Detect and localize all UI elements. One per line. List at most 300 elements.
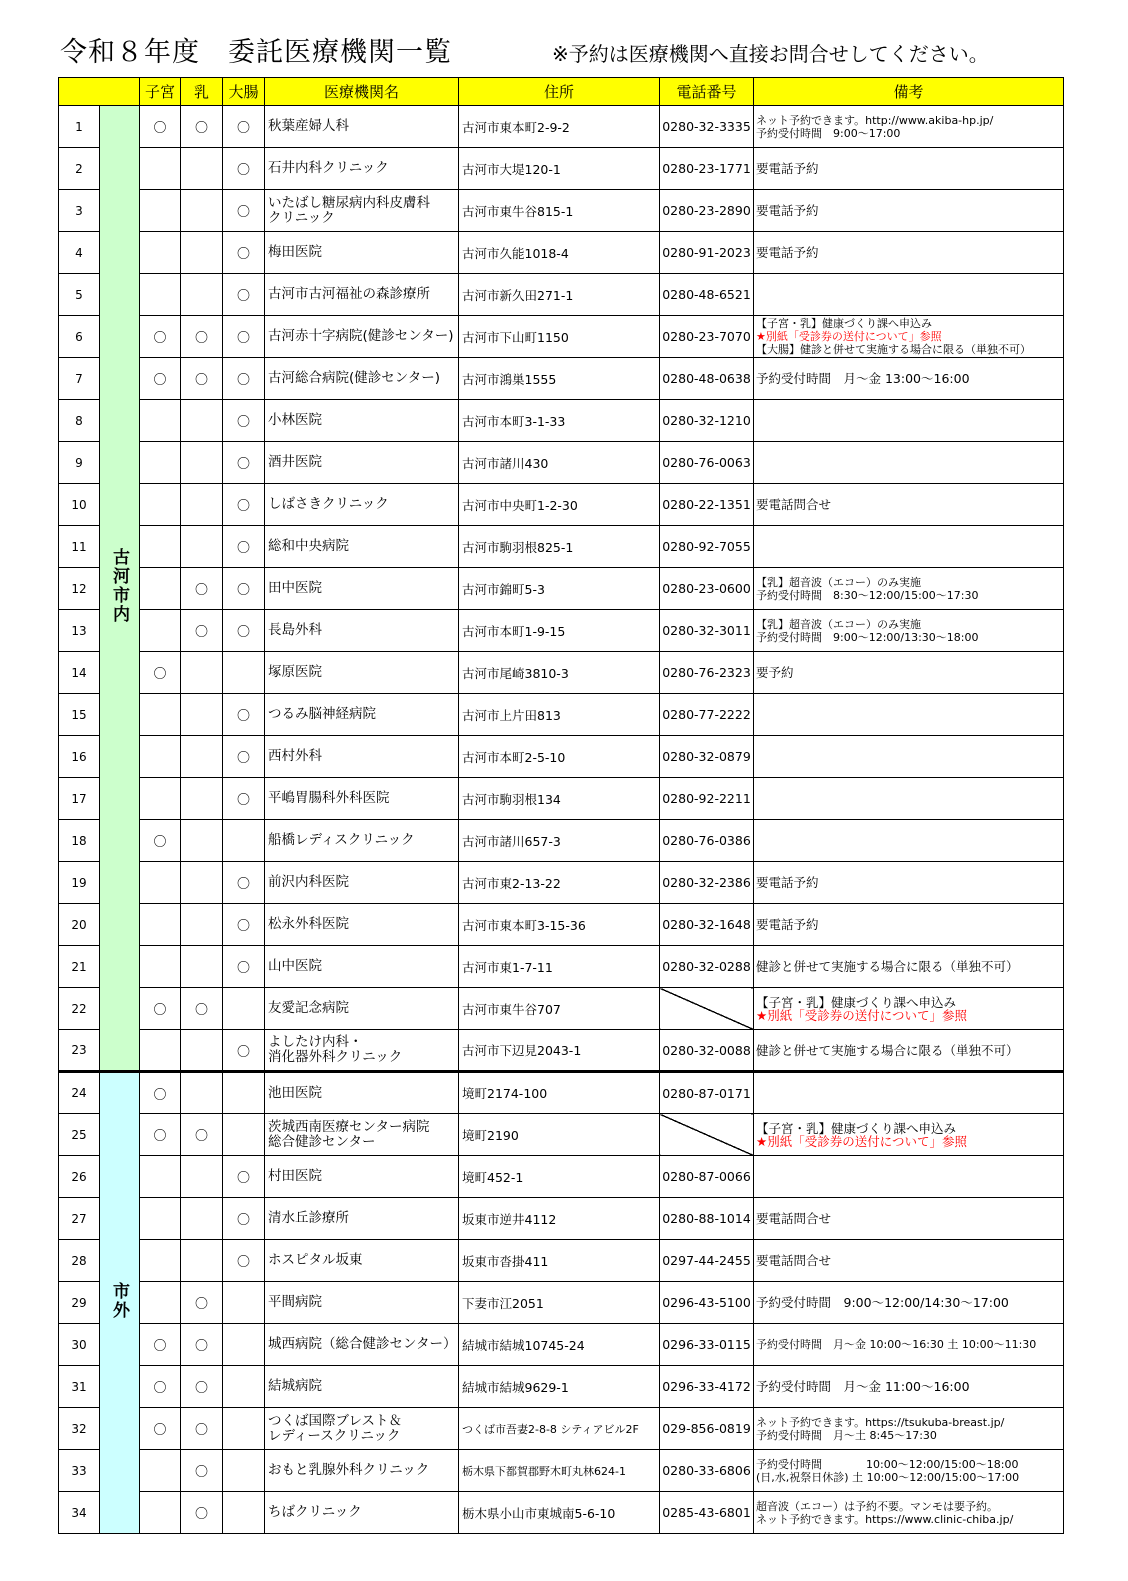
row-number: 32 [59, 1408, 100, 1450]
circle-mark-icon: 〇 [236, 541, 250, 556]
mark-breast [181, 904, 223, 946]
mark-colon [223, 358, 265, 400]
header-remarks: 備考 [754, 78, 1064, 106]
row-number: 16 [59, 736, 100, 778]
institution-name [265, 400, 459, 442]
mark-uterus [140, 1366, 181, 1408]
mark-colon [223, 1450, 265, 1492]
circle-mark-icon: 〇 [194, 1297, 208, 1312]
mark-colon [223, 190, 265, 232]
mark-uterus [140, 820, 181, 862]
remarks-cell [754, 358, 1064, 400]
mark-uterus [140, 232, 181, 274]
institution-address: 古河市東牛谷707 [459, 988, 660, 1030]
institution-name [265, 274, 459, 316]
circle-mark-icon: 〇 [236, 331, 250, 346]
phone-number: 0280-23-2890 [660, 190, 754, 232]
phone-number: 0280-76-2323 [660, 652, 754, 694]
remark-line: 要電話予約 [756, 875, 819, 890]
mark-breast [181, 1114, 223, 1156]
remarks-cell [754, 610, 1064, 652]
mark-colon [223, 232, 265, 274]
mark-colon [223, 736, 265, 778]
remark-line: 【乳】超音波（エコー）のみ実施 [756, 575, 921, 589]
remarks-cell [754, 190, 1064, 232]
mark-breast [181, 1030, 223, 1072]
institution-name-line: 山中医院 [268, 958, 322, 974]
mark-breast [181, 1198, 223, 1240]
circle-mark-icon: 〇 [194, 583, 208, 598]
table-row [59, 1366, 1064, 1408]
institution-name [265, 442, 459, 484]
mark-colon [223, 1072, 265, 1114]
institution-address: 古河市大堤120-1 [459, 148, 660, 190]
institution-table [58, 77, 1064, 1534]
institution-name [265, 1408, 459, 1450]
mark-uterus [140, 568, 181, 610]
institution-address: 古河市新久田271-1 [459, 274, 660, 316]
circle-mark-icon: 〇 [236, 751, 250, 766]
row-number: 9 [59, 442, 100, 484]
remarks-cell [754, 1030, 1064, 1072]
institution-name [265, 652, 459, 694]
remark-line: 要電話問合せ [756, 1253, 832, 1268]
table-row [59, 862, 1064, 904]
mark-breast [181, 988, 223, 1030]
circle-mark-icon: 〇 [236, 499, 250, 514]
institution-name-line: 池田医院 [268, 1084, 322, 1101]
mark-uterus [140, 1450, 181, 1492]
institution-name [265, 694, 459, 736]
remarks-cell [754, 1408, 1064, 1450]
table-row [59, 820, 1064, 862]
mark-uterus [140, 1114, 181, 1156]
remarks-cell [754, 274, 1064, 316]
institution-name [265, 1324, 459, 1366]
institution-name [265, 358, 459, 400]
table-row [59, 946, 1064, 988]
remark-line: ネット予約できます。https://tsukuba-breast.jp/ [756, 1415, 1005, 1429]
institution-name-line: ちばクリニック [268, 1504, 362, 1520]
mark-uterus [140, 106, 181, 148]
phone-number: 0280-76-0386 [660, 820, 754, 862]
circle-mark-icon: 〇 [236, 1213, 250, 1228]
table-row [59, 106, 1064, 148]
mark-breast [181, 358, 223, 400]
mark-colon [223, 1114, 265, 1156]
remarks-cell [754, 484, 1064, 526]
institution-address: 古河市東牛谷815-1 [459, 190, 660, 232]
institution-address: 古河市本町2-5-10 [459, 736, 660, 778]
circle-mark-icon: 〇 [236, 289, 250, 304]
institution-name [265, 1156, 459, 1198]
institution-name-line: 城西病院（総合健診センター） [268, 1336, 457, 1352]
remark-line: 予約受付時間 8:30～12:00/15:00～17:30 [756, 588, 979, 602]
remark-line: 【子宮・乳】健康づくり課へ申込み [756, 994, 957, 1010]
remark-line: 予約受付時間 9:00～12:00/14:30～17:00 [756, 1295, 1009, 1310]
row-number: 25 [59, 1114, 100, 1156]
mark-uterus [140, 316, 181, 358]
mark-breast [181, 1156, 223, 1198]
circle-mark-icon: 〇 [236, 919, 250, 934]
remark-line: 予約受付時間 月～金 11:00～16:00 [756, 1379, 970, 1394]
circle-mark-icon: 〇 [153, 835, 167, 850]
mark-colon [223, 610, 265, 652]
institution-address: 古河市東本町2-9-2 [459, 106, 660, 148]
table-row [59, 358, 1064, 400]
remarks-cell [754, 778, 1064, 820]
institution-name [265, 1072, 459, 1114]
mark-breast [181, 568, 223, 610]
institution-name [265, 610, 459, 652]
circle-mark-icon: 〇 [153, 1339, 167, 1354]
row-number: 20 [59, 904, 100, 946]
institution-name-line: 秋葉産婦人科 [268, 118, 349, 134]
mark-breast [181, 736, 223, 778]
mark-breast [181, 652, 223, 694]
institution-address: 古河市錦町5-3 [459, 568, 660, 610]
remarks-cell [754, 694, 1064, 736]
mark-breast [181, 1450, 223, 1492]
mark-uterus [140, 904, 181, 946]
mark-uterus [140, 652, 181, 694]
circle-mark-icon: 〇 [236, 877, 250, 892]
institution-name [265, 904, 459, 946]
circle-mark-icon: 〇 [153, 331, 167, 346]
institution-name-line: おもと乳腺外科クリニック [268, 1462, 430, 1478]
circle-mark-icon: 〇 [194, 331, 208, 346]
institution-address: 栃木県下都賀郡野木町丸林624-1 [459, 1450, 660, 1492]
remark-line: 【子宮・乳】健康づくり課へ申込み [756, 317, 932, 330]
mark-colon [223, 862, 265, 904]
institution-name [265, 820, 459, 862]
phone-number: 0280-87-0066 [660, 1156, 754, 1198]
mark-uterus [140, 1282, 181, 1324]
institution-address: 古河市東1-7-11 [459, 946, 660, 988]
row-number: 8 [59, 400, 100, 442]
remark-line: (日,水,祝祭日休診) 土 10:00～12:00/15:00～17:00 [756, 1470, 1020, 1484]
remark-line: 【乳】超音波（エコー）のみ実施 [756, 617, 921, 631]
header-phone: 電話番号 [660, 78, 754, 106]
remark-line: 要電話問合せ [756, 497, 832, 512]
row-number: 10 [59, 484, 100, 526]
region-label: 市外 [109, 1282, 129, 1320]
mark-uterus [140, 400, 181, 442]
region-cell [100, 106, 140, 1072]
phone-number: 0280-88-1014 [660, 1198, 754, 1240]
mark-colon [223, 694, 265, 736]
mark-uterus [140, 946, 181, 988]
phone-number: 0280-32-1648 [660, 904, 754, 946]
phone-empty-slash [660, 988, 754, 1030]
phone-number: 0280-32-0088 [660, 1030, 754, 1072]
circle-mark-icon: 〇 [194, 625, 208, 640]
remarks-cell [754, 1492, 1064, 1534]
mark-uterus [140, 358, 181, 400]
institution-name [265, 106, 459, 148]
row-number: 4 [59, 232, 100, 274]
remarks-cell [754, 1240, 1064, 1282]
mark-breast [181, 1240, 223, 1282]
phone-number: 0296-33-0115 [660, 1324, 754, 1366]
institution-name [265, 1282, 459, 1324]
institution-name-line: 友愛記念病院 [268, 1000, 349, 1016]
circle-mark-icon: 〇 [236, 121, 250, 136]
header-uterus: 子宮 [140, 78, 181, 106]
remarks-cell [754, 568, 1064, 610]
institution-address: 古河市本町3-1-33 [459, 400, 660, 442]
header-breast: 乳 [181, 78, 223, 106]
mark-uterus [140, 862, 181, 904]
row-number: 29 [59, 1282, 100, 1324]
institution-address: 古河市下辺見2043-1 [459, 1030, 660, 1072]
mark-colon [223, 904, 265, 946]
remark-line: 健診と併せて実施する場合に限る（単独不可） [756, 1042, 1019, 1058]
institution-address: 境町452-1 [459, 1156, 660, 1198]
phone-number: 0280-32-0879 [660, 736, 754, 778]
institution-name-line: 村田医院 [268, 1168, 322, 1184]
remarks-cell [754, 820, 1064, 862]
mark-breast [181, 1282, 223, 1324]
remarks-cell [754, 1324, 1064, 1366]
table-row [59, 1240, 1064, 1282]
remark-line: 要予約 [756, 665, 794, 680]
institution-address: 古河市上片田813 [459, 694, 660, 736]
row-number: 2 [59, 148, 100, 190]
row-number: 15 [59, 694, 100, 736]
institution-name-line: 松永外科医院 [268, 916, 349, 932]
circle-mark-icon: 〇 [236, 457, 250, 472]
institution-address: 古河市東本町3-15-36 [459, 904, 660, 946]
mark-uterus [140, 190, 181, 232]
remark-line: ★別紙「受診券の送付について」参照 [756, 330, 942, 343]
mark-uterus [140, 1492, 181, 1534]
table-row [59, 904, 1064, 946]
institution-name [265, 232, 459, 274]
row-number: 24 [59, 1072, 100, 1114]
institution-name-line: 総和中央病院 [268, 538, 349, 554]
mark-breast [181, 1366, 223, 1408]
mark-uterus [140, 1072, 181, 1114]
table-row [59, 442, 1064, 484]
institution-name-line: つるみ脳神経病院 [268, 706, 376, 722]
circle-mark-icon: 〇 [194, 1507, 208, 1522]
institution-name-line: 総合健診センター [268, 1133, 376, 1150]
mark-uterus [140, 484, 181, 526]
remark-line: 要電話問合せ [756, 1211, 832, 1226]
row-number: 5 [59, 274, 100, 316]
mark-uterus [140, 1240, 181, 1282]
phone-number: 029-856-0819 [660, 1408, 754, 1450]
remarks-cell [754, 904, 1064, 946]
phone-number: 0280-32-3011 [660, 610, 754, 652]
institution-name-line: いたばし糖尿病内科皮膚科 [268, 194, 430, 211]
row-number: 30 [59, 1324, 100, 1366]
row-number: 3 [59, 190, 100, 232]
table-row [59, 736, 1064, 778]
row-number: 7 [59, 358, 100, 400]
table-row [59, 484, 1064, 526]
institution-name [265, 778, 459, 820]
remark-line: ★別紙「受診券の送付について」参照 [756, 1133, 967, 1149]
row-number: 17 [59, 778, 100, 820]
mark-breast [181, 862, 223, 904]
table-row [59, 316, 1064, 358]
institution-name-line: クリニック [268, 209, 335, 226]
row-number: 31 [59, 1366, 100, 1408]
mark-uterus [140, 694, 181, 736]
circle-mark-icon: 〇 [236, 373, 250, 388]
mark-breast [181, 148, 223, 190]
remarks-cell [754, 946, 1064, 988]
mark-breast [181, 274, 223, 316]
mark-colon [223, 1030, 265, 1072]
phone-number: 0280-92-7055 [660, 526, 754, 568]
remark-line: 予約受付時間 9:00～12:00/13:30～18:00 [756, 630, 979, 644]
institution-name-line: 結城病院 [268, 1378, 322, 1394]
row-number: 23 [59, 1030, 100, 1072]
remarks-cell [754, 316, 1064, 358]
mark-breast [181, 106, 223, 148]
remark-line: 要電話予約 [756, 917, 819, 932]
header-name: 医療機関名 [265, 78, 459, 106]
mark-uterus [140, 1324, 181, 1366]
mark-breast [181, 820, 223, 862]
institution-name-line: 平嶋胃腸科外科医院 [268, 790, 390, 806]
institution-name-line: 西村外科 [268, 748, 322, 764]
phone-number: 0280-32-0288 [660, 946, 754, 988]
row-number: 12 [59, 568, 100, 610]
remark-line: 健診と併せて実施する場合に限る（単独不可） [756, 959, 1019, 974]
institution-name [265, 988, 459, 1030]
remarks-cell [754, 442, 1064, 484]
table-row [59, 526, 1064, 568]
mark-colon [223, 820, 265, 862]
mark-breast [181, 778, 223, 820]
row-number: 6 [59, 316, 100, 358]
mark-breast [181, 610, 223, 652]
institution-name [265, 316, 459, 358]
institution-name [265, 1030, 459, 1072]
mark-breast [181, 190, 223, 232]
mark-colon [223, 652, 265, 694]
circle-mark-icon: 〇 [236, 625, 250, 640]
circle-mark-icon: 〇 [153, 373, 167, 388]
mark-breast [181, 694, 223, 736]
remarks-cell [754, 1072, 1064, 1114]
circle-mark-icon: 〇 [236, 205, 250, 220]
institution-name-line: 船橋レディスクリニック [268, 832, 415, 848]
phone-number: 0297-44-2455 [660, 1240, 754, 1282]
circle-mark-icon: 〇 [153, 1423, 167, 1438]
phone-number: 0280-91-2023 [660, 232, 754, 274]
institution-name-line: ホスピタル坂東 [268, 1252, 363, 1268]
institution-address: 坂東市沓掛411 [459, 1240, 660, 1282]
mark-colon [223, 106, 265, 148]
circle-mark-icon: 〇 [194, 1465, 208, 1480]
phone-number: 0280-48-0638 [660, 358, 754, 400]
institution-address: 古河市中央町1-2-30 [459, 484, 660, 526]
phone-number: 0280-33-6806 [660, 1450, 754, 1492]
institution-name [265, 1114, 459, 1156]
table-row [59, 1282, 1064, 1324]
circle-mark-icon: 〇 [153, 667, 167, 682]
circle-mark-icon: 〇 [236, 247, 250, 262]
circle-mark-icon: 〇 [153, 1087, 167, 1103]
mark-uterus [140, 778, 181, 820]
institution-name [265, 1240, 459, 1282]
circle-mark-icon: 〇 [194, 1423, 208, 1438]
remark-line: ★別紙「受診券の送付について」参照 [756, 1007, 967, 1023]
table-row [59, 610, 1064, 652]
table-row [59, 1492, 1064, 1534]
circle-mark-icon: 〇 [194, 373, 208, 388]
phone-number: 0280-32-2386 [660, 862, 754, 904]
institution-address: 古河市本町1-9-15 [459, 610, 660, 652]
mark-colon [223, 400, 265, 442]
institution-address: 古河市尾崎3810-3 [459, 652, 660, 694]
row-number: 18 [59, 820, 100, 862]
mark-uterus [140, 274, 181, 316]
institution-name [265, 1366, 459, 1408]
circle-mark-icon: 〇 [153, 1003, 167, 1018]
institution-name [265, 1198, 459, 1240]
institution-name [265, 1450, 459, 1492]
mark-colon [223, 1156, 265, 1198]
mark-colon [223, 778, 265, 820]
remark-line: 超音波（エコー）は予約不要。マンモは要予約。 [756, 1499, 998, 1513]
remarks-cell [754, 1114, 1064, 1156]
remark-line: 予約受付時間 月～金 13:00～16:00 [756, 371, 970, 386]
table-row [59, 1450, 1064, 1492]
remark-line: 要電話予約 [756, 161, 819, 176]
mark-breast [181, 400, 223, 442]
institution-address: 坂東市逆井4112 [459, 1198, 660, 1240]
row-number: 27 [59, 1198, 100, 1240]
mark-uterus [140, 148, 181, 190]
phone-number: 0280-48-6521 [660, 274, 754, 316]
phone-number: 0280-76-0063 [660, 442, 754, 484]
phone-number: 0280-92-2211 [660, 778, 754, 820]
mark-colon [223, 1240, 265, 1282]
mark-uterus [140, 526, 181, 568]
institution-name-line: 古河赤十字病院(健診センター) [268, 328, 454, 344]
circle-mark-icon: 〇 [236, 709, 250, 724]
circle-mark-icon: 〇 [194, 1339, 208, 1354]
mark-colon [223, 274, 265, 316]
mark-breast [181, 526, 223, 568]
row-number: 11 [59, 526, 100, 568]
mark-colon [223, 1408, 265, 1450]
phone-number: 0280-32-1210 [660, 400, 754, 442]
circle-mark-icon: 〇 [153, 1129, 167, 1144]
remarks-cell [754, 862, 1064, 904]
institution-name-line: 塚原医院 [268, 664, 322, 680]
circle-mark-icon: 〇 [194, 1003, 208, 1018]
table-row [59, 694, 1064, 736]
circle-mark-icon: 〇 [153, 1381, 167, 1396]
mark-breast [181, 1492, 223, 1534]
page-title: 令和８年度 委託医療機関一覧 [60, 37, 452, 68]
mark-uterus [140, 442, 181, 484]
institution-name [265, 190, 459, 232]
mark-colon [223, 1198, 265, 1240]
row-number: 26 [59, 1156, 100, 1198]
mark-colon [223, 484, 265, 526]
circle-mark-icon: 〇 [236, 1171, 250, 1186]
institution-name-line: 茨城西南医療センター病院 [268, 1118, 430, 1135]
mark-colon [223, 1282, 265, 1324]
